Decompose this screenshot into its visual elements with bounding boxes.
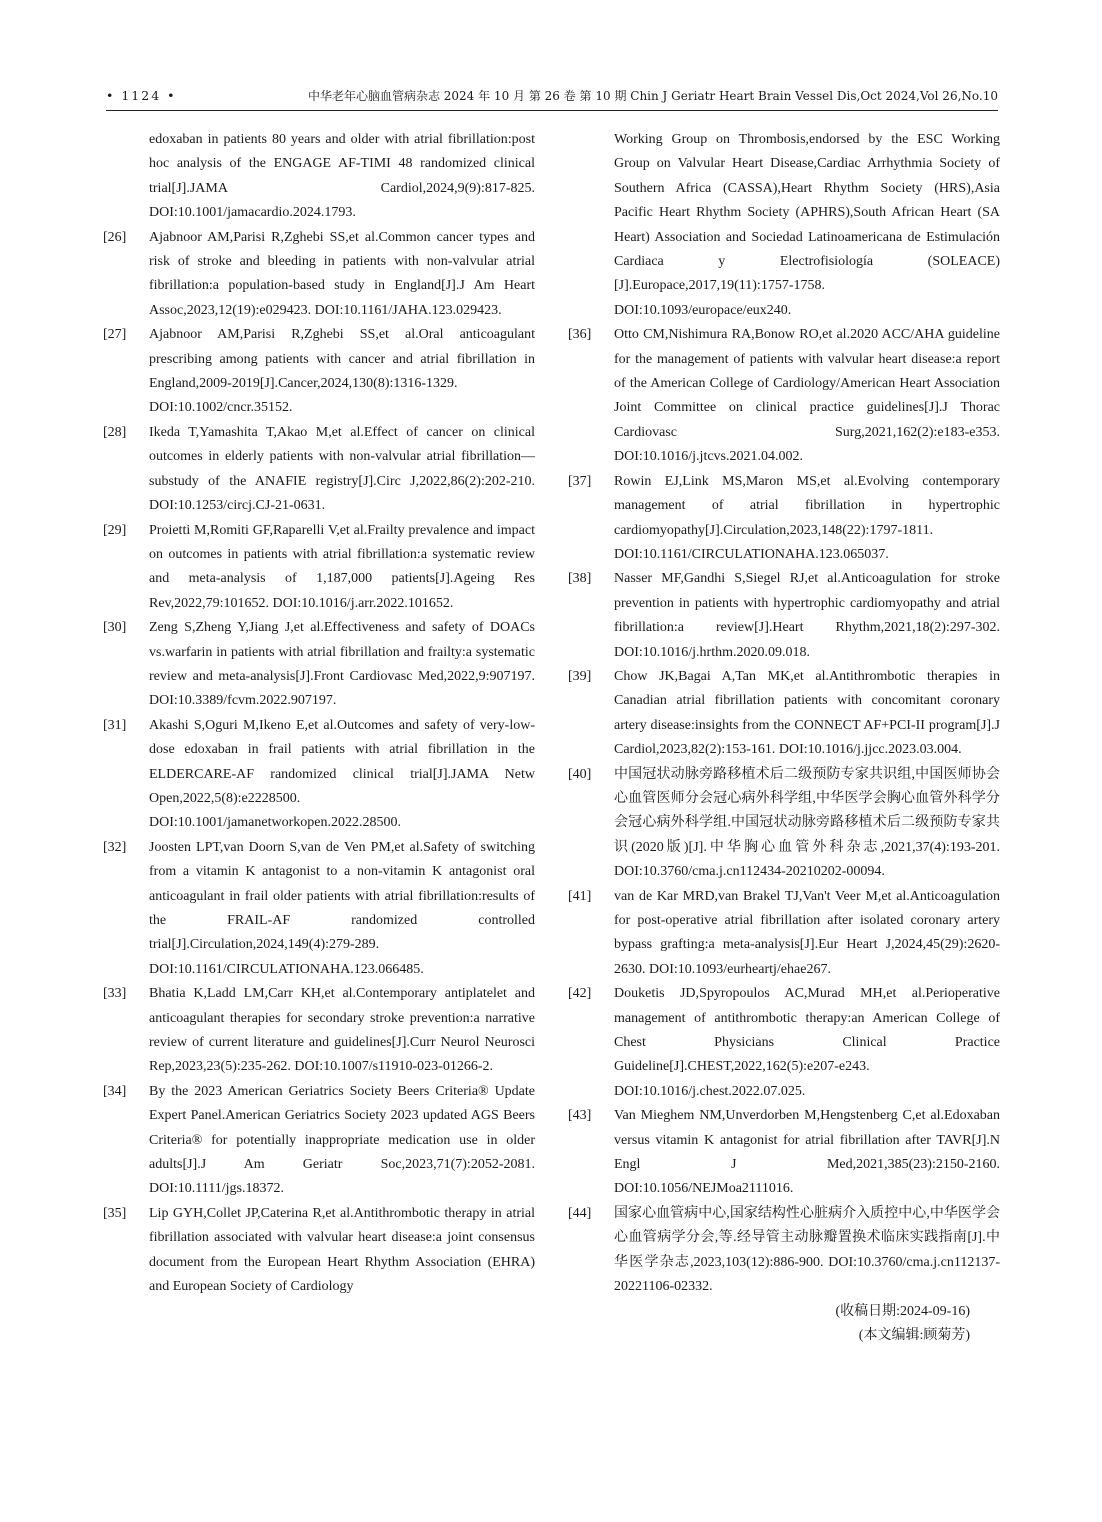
reference-text: Ikeda T,Yamashita T,Akao M,et al.Effect of cancer on clinical outcomes in elderly patients with non-valvular atrial fibrillation—substudy of the ANAFIE registry[J].Circ J,2022,86(2):202-210. DOI:10.1253/circj.CJ-21-0631.	[149, 424, 535, 514]
reference-text: Nasser MF,Gandhi S,Siegel RJ,et al.Anticoagulation for stroke prevention in patients with hypertrophic cardiomyopathy and atrial fibrillation:a review[J].Heart Rhythm,2021,18(2):297-302. DOI:10.1016/j.hrthm.2020.09.018.	[614, 571, 1000, 660]
reference-text: Working Group on Thrombosis,endorsed by the ESC Working Group on Valvular Heart Disease,Cardiac Arrhythmia Society of Southern Africa (CASSA),Heart Rhythm Society (HRS),Asia Pacific Heart Rhythm Society (APHRS),South African Heart (SA Heart) Association and Sociedad Latinoamericana de Estimulación Cardiaca y Electrofisiología (SOLEACE)[J].Europace,2017,19(11):1757-1758. DOI:10.1093/europace/eux240.	[614, 132, 1000, 318]
reference-item	[568, 470, 1000, 568]
reference-text: Otto CM,Nishimura RA,Bonow RO,et al.2020 ACC/AHA guideline for the management of patients with valvular heart disease:a report of the American College of Cardiology/American Heart Association Joint Committee on clinical practice guidelines[J].J Thorac Cardiovasc Surg,2021,162(2):e183-e353. DOI:10.1016/j.jtcvs.2021.04.002.	[614, 327, 1000, 465]
reference-item	[568, 1202, 1000, 1300]
reference-item	[103, 519, 535, 617]
reference-text: Joosten LPT,van Doorn S,van de Ven PM,et al.Safety of switching from a vitamin K antagonist to a non-vitamin K antagonist oral anticoagulant in frail older patients with atrial fibrillation:results of the FRAIL-AF randomized controlled trial[J].Circulation,2024,149(4):279-289. DOI:10.1161/CIRCULATIONAHA.123.066485.	[149, 839, 535, 977]
reference-item	[103, 1202, 535, 1300]
reference-item	[103, 982, 535, 1080]
reference-item	[568, 128, 1000, 323]
reference-number: [43]	[568, 1108, 592, 1124]
reference-number: [35]	[103, 1205, 127, 1221]
reference-text: 中国冠状动脉旁路移植术后二级预防专家共识组,中国医师协会心血管医师分会冠心病外科学组,中华医学会胸心血管外科学分会冠心病外科学组.中国冠状动脉旁路移植术后二级预防专家共识(2020版)[J].中华胸心血管外科杂志,2021,37(4):193-201. DOI:10.3760/cma.j.cn112434-20210202-00094.	[614, 766, 1000, 880]
reference-text: edoxaban in patients 80 years and older with atrial fibrillation:post hoc analysis of the ENGAGE AF-TIMI 48 randomized clinical trial[J].JAMA Cardiol,2024,9(9):817-825. DOI:10.1001/jamacardio.2024.1793.	[149, 132, 535, 221]
reference-number: [41]	[568, 888, 592, 904]
reference-number: [27]	[103, 327, 127, 343]
reference-item	[103, 323, 535, 421]
reference-item	[568, 763, 1000, 885]
reference-text: Rowin EJ,Link MS,Maron MS,et al.Evolving contemporary management of atrial fibrillation in hypertrophic cardiomyopathy[J].Circulation,2023,148(22):1797-1811. DOI:10.1161/CIRCULATIONAHA.123.065037.	[614, 473, 1000, 562]
reference-number: [39]	[568, 668, 592, 684]
header-rule	[106, 110, 998, 111]
reference-text: Ajabnoor AM,Parisi R,Zghebi SS,et al.Common cancer types and risk of stroke and bleeding in patients with non-valvular atrial fibrillation:a population-based study in England[J].J Am Heart Assoc,2023,12(19):e029423. DOI:10.1161/JAHA.123.029423.	[149, 229, 535, 318]
reference-number: [42]	[568, 986, 592, 1002]
received-date: (收稿日期:2024-09-16)	[835, 1303, 970, 1319]
reference-number: [36]	[568, 327, 592, 343]
left-column	[103, 128, 535, 1300]
reference-text: 国家心血管病中心,国家结构性心脏病介入质控中心,中华医学会心血管病学分会,等.经导管主动脉瓣置换术临床实践指南[J].中华医学杂志,2023,103(12):886-900. DOI:10.3760/cma.j.cn112137-20221106-02332.	[614, 1205, 1000, 1295]
reference-text: van de Kar MRD,van Brakel TJ,Van't Veer M,et al.Anticoagulation for post-operative atrial fibrillation after isolated coronary artery bypass grafting:a meta-analysis[J].Eur Heart J,2024,45(29):2620-2630. DOI:10.1093/eurheartj/ehae267.	[614, 888, 1000, 977]
reference-text: Proietti M,Romiti GF,Raparelli V,et al.Frailty prevalence and impact on outcomes in patients with atrial fibrillation:a systematic review and meta-analysis of 1,187,000 patients[J].Ageing Res Rev,2022,79:101652. DOI:10.1016/j.arr.2022.101652.	[149, 522, 535, 611]
running-header	[106, 86, 998, 108]
reference-number: [29]	[103, 522, 127, 538]
reference-number: [37]	[568, 473, 592, 489]
editor-note: (本文编辑:顾菊芳)	[858, 1327, 970, 1343]
reference-number: [26]	[103, 229, 127, 245]
reference-number: [30]	[103, 620, 127, 636]
reference-text: Bhatia K,Ladd LM,Carr KH,et al.Contemporary antiplatelet and anticoagulant therapies for secondary stroke prevention:a narrative review of current literature and guidelines[J].Curr Neurol Neurosci Rep,2023,23(5):235-262. DOI:10.1007/s11910-023-01266-2.	[149, 986, 535, 1075]
reference-item	[103, 616, 535, 714]
reference-item	[103, 421, 535, 519]
reference-item	[103, 1080, 535, 1202]
reference-text: Akashi S,Oguri M,Ikeno E,et al.Outcomes and safety of very-low-dose edoxaban in frail patients with atrial fibrillation in the ELDERCARE-AF randomized clinical trial[J].JAMA Netw Open,2022,5(8):e2228500. DOI:10.1001/jamanetworkopen.2022.28500.	[149, 717, 535, 831]
reference-item	[568, 982, 1000, 1104]
reference-text: Ajabnoor AM,Parisi R,Zghebi SS,et al.Oral anticoagulant prescribing among patients with cancer and atrial fibrillation in England,2009-2019[J].Cancer,2024,130(8):1316-1329. DOI:10.1002/cncr.35152.	[149, 327, 535, 416]
reference-number: [40]	[568, 766, 592, 782]
reference-item	[568, 665, 1000, 763]
reference-text: Douketis JD,Spyropoulos AC,Murad MH,et al.Perioperative management of antithrombotic therapy:an American College of Chest Physicians Clinical Practice Guideline[J].CHEST,2022,162(5):e207-e243. DOI:10.1016/j.chest.2022.07.025.	[614, 986, 1000, 1099]
reference-number: [32]	[103, 839, 127, 855]
reference-number: [44]	[568, 1205, 592, 1221]
reference-item	[568, 1104, 1000, 1202]
reference-item	[568, 567, 1000, 665]
reference-number: [34]	[103, 1083, 127, 1099]
reference-number: [38]	[568, 571, 592, 587]
page-number: • 1124 •	[106, 88, 177, 103]
reference-number: [31]	[103, 717, 127, 733]
reference-number: [28]	[103, 424, 127, 440]
right-column	[568, 128, 1000, 1348]
reference-item	[103, 226, 535, 324]
reference-item	[103, 836, 535, 982]
reference-item	[103, 128, 535, 226]
reference-text: Chow JK,Bagai A,Tan MK,et al.Antithrombotic therapies in Canadian atrial fibrillation patients with concomitant coronary artery disease:insights from the CONNECT AF+PCI-II program[J].J Cardiol,2023,82(2):153-161. DOI:10.1016/j.jjcc.2023.03.004.	[614, 668, 1000, 758]
reference-item	[103, 714, 535, 836]
reference-item	[568, 323, 1000, 469]
reference-text: Lip GYH,Collet JP,Caterina R,et al.Antithrombotic therapy in atrial fibrillation associated with valvular heart disease:a joint consensus document from the European Heart Rhythm Association (EHRA) and European Society of Cardiology	[149, 1205, 535, 1295]
reference-text: By the 2023 American Geriatrics Society Beers Criteria® Update Expert Panel.American Geriatrics Society 2023 updated AGS Beers Criteria® for potentially inappropriate medication use in older adults[J].J Am Geriatr Soc,2023,71(7):2052-2081. DOI:10.1111/jgs.18372.	[149, 1083, 535, 1197]
reference-text: Zeng S,Zheng Y,Jiang J,et al.Effectiveness and safety of DOACs vs.warfarin in patients with atrial fibrillation and frailty:a systematic review and meta-analysis[J].Front Cardiovasc Med,2022,9:907197. DOI:10.3389/fcvm.2022.907197.	[149, 620, 535, 709]
journal-info: 中华老年心脑血管病杂志 2024 年 10 月 第 26 卷 第 10 期 Chin J Geriatr Heart Brain Vessel Dis,Oct 2024,Vol 26,No.10	[307, 89, 998, 103]
reference-item	[568, 885, 1000, 983]
reference-number: [33]	[103, 986, 127, 1002]
reference-text: Van Mieghem NM,Unverdorben M,Hengstenberg C,et al.Edoxaban versus vitamin K antagonist for atrial fibrillation after TAVR[J].N Engl J Med,2021,385(23):2150-2160. DOI:10.1056/NEJMoa2111016.	[614, 1108, 1000, 1197]
